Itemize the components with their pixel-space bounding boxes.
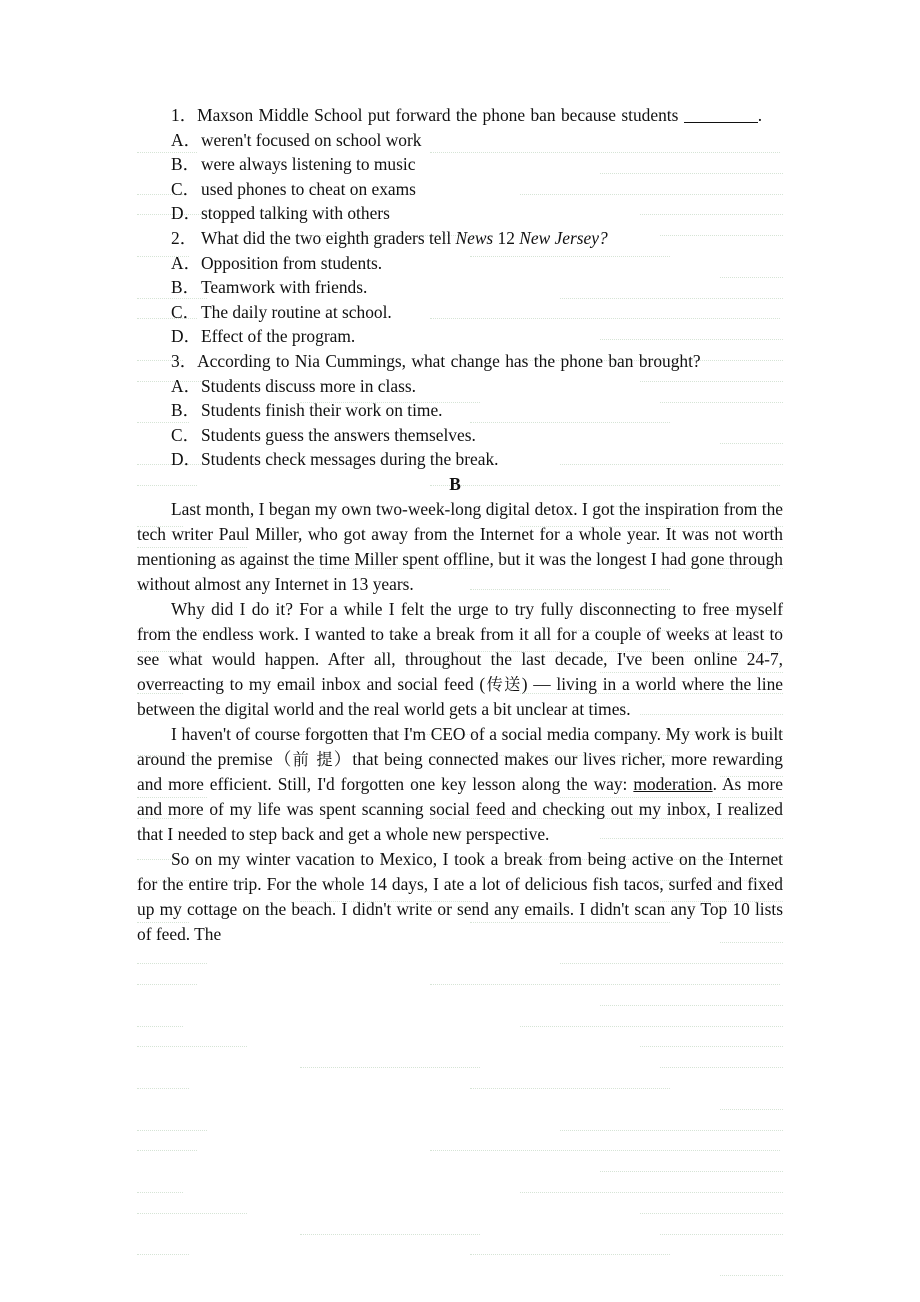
option-label: C． bbox=[171, 301, 201, 322]
section-heading-b: B bbox=[449, 473, 461, 494]
option-label: B． bbox=[171, 277, 201, 298]
option-text: Effect of the program. bbox=[201, 326, 356, 347]
question-3-number: 3 bbox=[171, 350, 180, 371]
question-1-option-d[interactable] bbox=[137, 201, 783, 226]
ruled-line-segment bbox=[470, 1088, 670, 1090]
ruled-line-segment bbox=[520, 1026, 783, 1028]
option-label: A． bbox=[171, 129, 201, 150]
question-3-stem bbox=[137, 349, 783, 374]
ruled-line-segment bbox=[640, 1213, 783, 1215]
option-text: weren't focused on school work bbox=[201, 129, 422, 150]
option-label: B． bbox=[171, 154, 201, 175]
question-1-separator: ． bbox=[179, 105, 198, 125]
question-3-option-c[interactable] bbox=[137, 423, 783, 448]
option-label: C． bbox=[171, 424, 201, 445]
question-1-stem bbox=[137, 103, 783, 128]
ruled-line-segment bbox=[600, 1005, 783, 1007]
ruled-line-segment bbox=[660, 1067, 783, 1069]
option-label: C． bbox=[171, 178, 201, 199]
ruled-line-segment bbox=[137, 1130, 207, 1132]
passage-paragraph-2 bbox=[137, 597, 783, 722]
question-1-number: 1 bbox=[171, 105, 180, 125]
option-text: Teamwork with friends. bbox=[201, 277, 368, 298]
ruled-line-segment bbox=[137, 1254, 189, 1256]
question-2-italic-2: New Jersey? bbox=[519, 227, 608, 248]
ruled-line-segment bbox=[560, 1130, 783, 1132]
passage-paragraph-1: Last month, I began my own two-week-long digital detox. I got the inspiration from the tech writer Paul Miller, who got away from the Internet for a whole year. It was not worth mentioning as against the time Miller spent offline, but it was the longest I had gone through without almost any Internet in 13 years. bbox=[137, 498, 783, 594]
option-text: Students guess the answers themselves. bbox=[201, 424, 476, 445]
passage-p2-part-1: Why did I do it? For a while I felt the urge to try fully disconnecting to free myself from the endless work. I wanted to take a break from it all for a couple of weeks at least to see what would happen. After all, throughout the last decade, I've been online 24-7, overreacting to my email inbox and social feed ( bbox=[137, 598, 783, 694]
question-1-answer-blank[interactable] bbox=[684, 122, 758, 123]
ruled-line-segment bbox=[137, 1213, 247, 1215]
option-text: Students finish their work on time. bbox=[201, 400, 443, 421]
ruled-line-segment bbox=[720, 1275, 783, 1277]
option-label: D． bbox=[171, 449, 201, 470]
question-2-stem-part-2: 12 bbox=[493, 227, 520, 248]
ruled-line-segment bbox=[300, 1234, 480, 1236]
document-page bbox=[137, 103, 783, 947]
question-1-stem-tail: . bbox=[757, 105, 763, 125]
passage-p2-part-2: ) — living in a world where the line between the digital world and the real world gets a bit unclear at times. bbox=[137, 673, 784, 719]
question-2-option-d[interactable] bbox=[137, 324, 783, 349]
question-2-option-a[interactable] bbox=[137, 251, 783, 276]
ruled-line-segment bbox=[137, 1046, 247, 1048]
question-1-option-c[interactable] bbox=[137, 177, 783, 202]
option-text: Opposition from students. bbox=[201, 252, 383, 273]
question-2-number-group: 2． bbox=[171, 227, 198, 248]
ruled-line-segment bbox=[720, 1109, 783, 1111]
ruled-line-segment bbox=[137, 1192, 183, 1194]
ruled-line-segment bbox=[137, 984, 197, 986]
passage-p3-part-1: I haven't of course forgotten that I'm CEO of a social media company. My work is built around the premise（ bbox=[137, 723, 783, 769]
question-3-separator: ． bbox=[179, 350, 198, 371]
question-2-option-c[interactable] bbox=[137, 300, 783, 325]
passage-p3-chinese-gloss: 前 提 bbox=[292, 749, 334, 769]
question-3-option-b[interactable] bbox=[137, 398, 783, 423]
option-text: Students check messages during the break. bbox=[201, 449, 499, 470]
ruled-line-segment bbox=[600, 1171, 783, 1173]
option-label: A． bbox=[171, 252, 201, 273]
ruled-line-segment bbox=[640, 1046, 783, 1048]
passage-paragraph-4: So on my winter vacation to Mexico, I took a break from being active on the Internet for the entire trip. For the whole 14 days, I ate a lot of delicious fish tacos, surfed and fixed up my cottage on the beach. I didn't write or send any emails. I didn't scan any Top 10 lists of feed. The bbox=[137, 848, 783, 944]
ruled-line-segment bbox=[430, 984, 780, 986]
passage-p3-underlined-word: moderation bbox=[633, 773, 713, 794]
option-label: D． bbox=[171, 326, 201, 347]
question-1-option-a[interactable] bbox=[137, 128, 783, 153]
question-2-stem-part-1: What did the two eighth graders tell bbox=[201, 227, 456, 248]
ruled-line-segment bbox=[137, 1088, 189, 1090]
question-1-stem-text: Maxson Middle School put forward the phone ban because students bbox=[197, 105, 684, 125]
ruled-line-segment bbox=[137, 1026, 183, 1028]
ruled-line-segment bbox=[660, 1234, 783, 1236]
option-text: used phones to cheat on exams bbox=[201, 178, 416, 199]
option-label: D． bbox=[171, 203, 201, 224]
question-3-option-a[interactable] bbox=[137, 374, 783, 399]
option-text: stopped talking with others bbox=[201, 203, 390, 224]
ruled-line-segment bbox=[520, 1192, 783, 1194]
passage-p3-part-3: . As more and more of my life was spent scanning social feed and checking out my inbox, I realized that I needed to step back and get a whole new perspective. bbox=[137, 773, 783, 844]
question-1-option-b[interactable] bbox=[137, 152, 783, 177]
question-2-italic-1: News bbox=[455, 227, 494, 248]
passage-paragraph-3 bbox=[137, 722, 783, 847]
question-3-option-d[interactable] bbox=[137, 447, 783, 472]
ruled-line-segment bbox=[137, 963, 207, 965]
option-label: B． bbox=[171, 400, 201, 421]
ruled-line-segment bbox=[430, 1150, 780, 1152]
ruled-line-segment bbox=[560, 963, 783, 965]
option-text: were always listening to music bbox=[201, 154, 416, 175]
ruled-line-segment bbox=[470, 1254, 670, 1256]
question-2-stem bbox=[137, 226, 783, 251]
passage-p2-chinese-gloss: 传送 bbox=[485, 674, 522, 694]
question-3-stem-text: According to Nia Cummings, what change has the phone ban brought? bbox=[197, 350, 701, 371]
option-text: The daily routine at school. bbox=[201, 301, 392, 322]
option-label: A． bbox=[171, 375, 201, 396]
ruled-line-segment bbox=[137, 1150, 197, 1152]
question-2-option-b[interactable] bbox=[137, 275, 783, 300]
ruled-line-segment bbox=[300, 1067, 480, 1069]
option-text: Students discuss more in class. bbox=[201, 375, 416, 396]
passage-p3-part-2: ）that being connected makes our lives richer, more rewarding and more efficient. Still, I'd forgotten one key lesson along the way: bbox=[137, 748, 783, 794]
